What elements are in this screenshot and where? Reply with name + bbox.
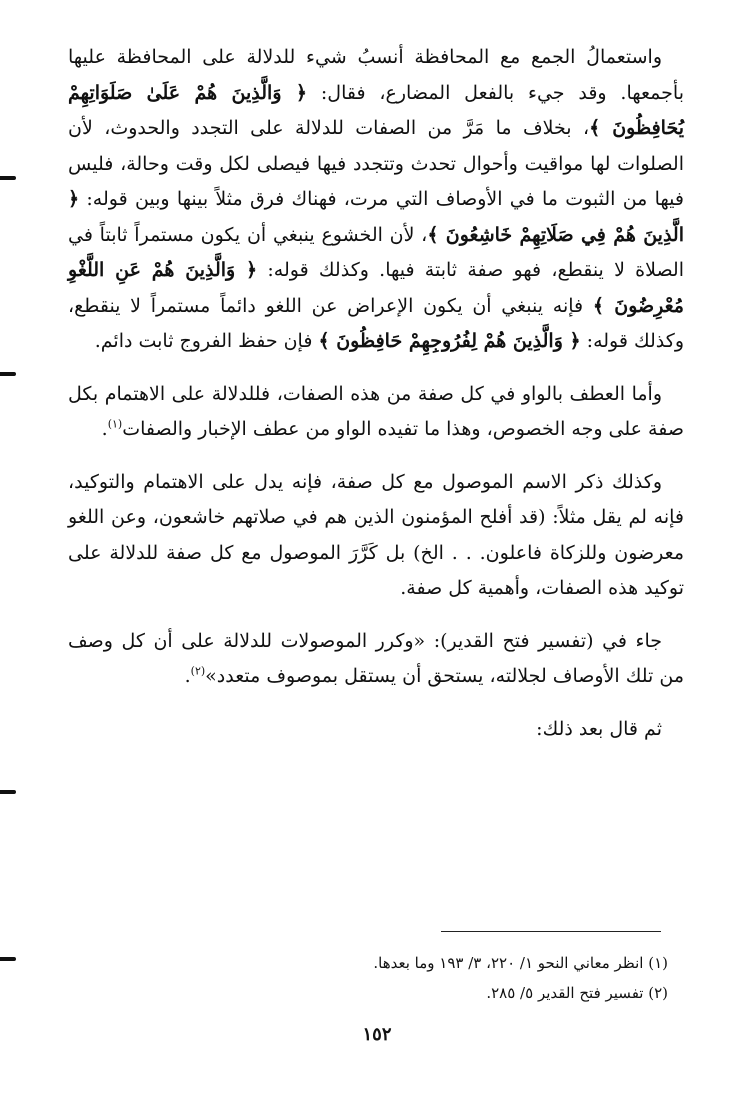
para1-text-4: فإنه ينبغي أن يكون الإعراض عن اللغو دائماً مستمراً لا ينقطع، وكذلك قوله: [68, 294, 684, 352]
footnote-ref-1[interactable]: (١) [107, 417, 123, 431]
quran-verse-idle-talk: ﴿ وَالَّذِينَ هُمْ عَنِ اللَّغْوِ مُعْرِضُونَ ﴾ [68, 259, 684, 317]
para3-text-1: وكذلك ذكر الاسم الموصول مع كل صفة، فإنه يدل على الاهتمام والتوكيد، فإنه لم يقل مثلاً: (قد أفلح المؤمنون الذين هم في صلاتهم خاشعون، وعن اللغو معرضون وللزكاة فاعلون. . . الخ) بل كَرَّرَ الموصول مع كل صفة للدلالة على توكيد هذه الصفات، وأهمية كل صفة. [68, 470, 684, 599]
edge-mark-2 [0, 372, 16, 376]
para1-text-2: ، بخلاف ما مَرَّ من الصفات للدلالة على التجدد والحدوث، لأن الصلوات لها مواقيت وأحوال تحدث وتتجدد فيها فيصلى لكل وقت وحالة، فليس فيها من الثبوت ما في الأوصاف التي مرت، فهناك فرق مثلاً بينها وبين قوله: [68, 117, 684, 210]
quran-verse-humble: ﴿ الَّذِينَ هُمْ فِي صَلَاتِهِمْ خَاشِعُونَ ﴾ [68, 188, 684, 246]
footnote-ref-2[interactable]: (٢) [190, 664, 206, 678]
quran-verse-chastity: ﴿ وَالَّذِينَ هُمْ لِفُرُوجِهِمْ حَافِظُونَ ﴾ [318, 330, 581, 352]
edge-mark-3 [0, 790, 16, 794]
para1-text-1: واستعمالُ الجمع مع المحافظة أنسبُ شيء للدلالة على المحافظة عليها بأجمعها. وقد جيء بالفعل المضارع، فقال: [68, 46, 684, 104]
footnote-2: (٢) تفسير فتح القدير ٥/ ٢٨٥. [486, 984, 668, 1002]
para2-text-1: وأما العطف بالواو في كل صفة من هذه الصفات، فللدلالة على الاهتمام بكل صفة على وجه الخصوص، وهذا ما تفيده الواو من عطف الإخبار والصفات [68, 382, 684, 440]
para4-text-2: . [184, 665, 191, 687]
paragraph-5 [68, 712, 684, 748]
para5-text-1: ثم قال بعد ذلك: [536, 717, 662, 740]
edge-mark-4 [0, 957, 16, 961]
paragraph-4 [68, 624, 684, 695]
quran-verse-prayers: ﴿ وَالَّذِينَ هُمْ عَلَىٰ صَلَوَاتِهِمْ يُحَافِظُونَ ﴾ [68, 81, 684, 139]
paragraph-2 [68, 377, 684, 448]
paragraph-3 [68, 465, 684, 607]
page-number: ١٥٢ [362, 1024, 392, 1045]
footnotes [68, 948, 668, 1008]
page-body [68, 40, 684, 762]
para1-text-5: فإن حفظ الفروج ثابت دائم. [94, 330, 319, 352]
footnote-1: (١) انظر معاني النحو ١/ ٢٢٠، ٣/ ١٩٣ وما بعدها. [373, 954, 668, 972]
para2-text-2: . [101, 418, 108, 440]
para4-text-1: جاء في (تفسير فتح القدير): «وكرر الموصولات للدلالة على أن كل وصف من تلك الأوصاف لجلالته، يستحق أن يستقل بموصوف متعدد» [68, 629, 684, 687]
edge-mark-1 [0, 176, 16, 180]
paragraph-1 [68, 40, 684, 360]
para1-text-3: ، لأن الخشوع ينبغي أن يكون مستمراً ثابتاً في الصلاة لا ينقطع، فهو صفة ثابتة فيها. وكذلك قوله: [68, 223, 684, 281]
footnote-divider [441, 931, 661, 932]
